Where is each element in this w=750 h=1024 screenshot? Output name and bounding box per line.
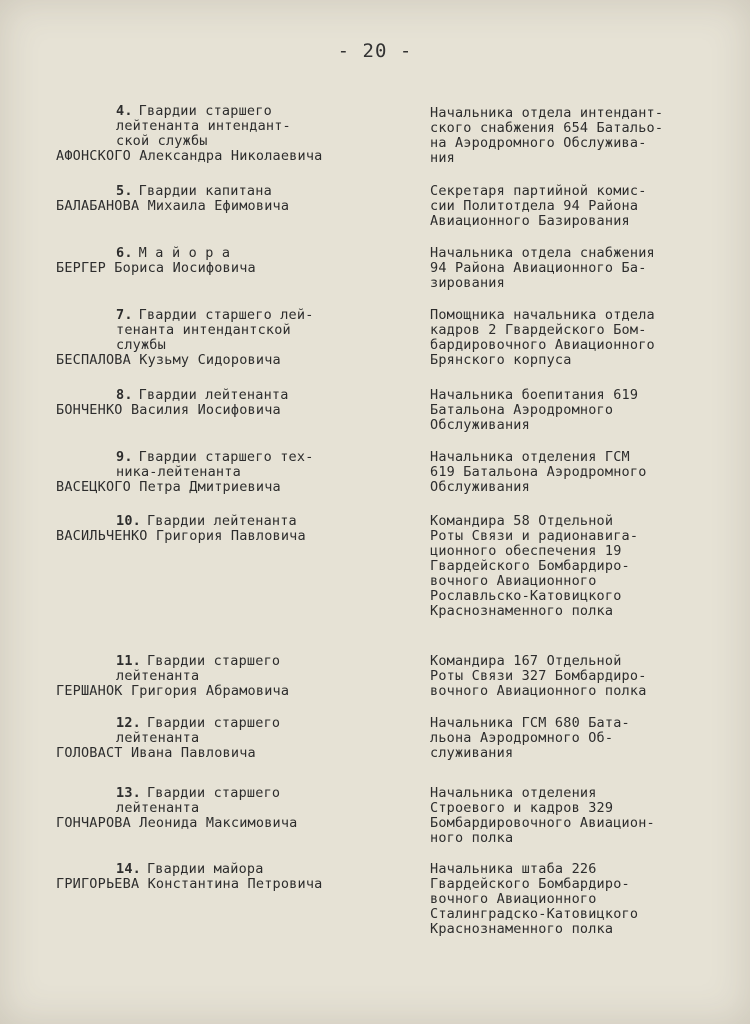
rank-text: Гвардии старшего лейтенанта [116,785,281,816]
rank-block [56,514,416,529]
rank-block [56,388,416,403]
rank-text: Гвардии старшего лейтенанта интендант- ской службы [116,103,291,149]
person-name: АФОНСКОГО Александра Николаевича [56,148,323,164]
award-person [56,786,416,831]
entry-number: 14. [116,861,141,877]
entry-number: 11. [116,653,141,669]
position-text: Начальника отдела интендант- ского снабжения 654 Батальо- на Аэродромного Обслужива- ния [430,105,664,166]
rank-block [56,246,416,261]
entry-number: 6. [116,245,133,261]
award-person [56,388,416,418]
entry-number: 8. [116,387,133,403]
person-name: ВАСЕЦКОГО Петра Дмитриевича [56,479,281,495]
person-name: ВАСИЛЬЧЕНКО Григория Павловича [56,528,306,544]
position-text: Начальника боепитания 619 Батальона Аэродромного Обслуживания [430,387,639,433]
person-name: БЕРГЕР Бориса Иосифовича [56,260,256,276]
entry-number: 12. [116,715,141,731]
person-name: БОНЧЕНКО Василия Иосифовича [56,402,281,418]
person-name: ГРИГОРЬЕВА Константина Петровича [56,876,323,892]
position-text: Помощника начальника отдела кадров 2 Гвардейского Бом- бардировочного Авиационного Брянского корпуса [430,307,655,368]
rank-text: Гвардии капитана [138,183,272,199]
award-person [56,104,416,164]
rank-text: М а й о р а [138,245,231,261]
entry-number: 5. [116,183,133,199]
rank-block [56,104,416,149]
entry-number: 7. [116,307,133,323]
rank-block [56,716,416,746]
award-person [56,654,416,699]
position-text: Начальника отделения ГСМ 619 Батальона Аэродромного Обслуживания [430,449,647,495]
person-name: ГОНЧАРОВА Леонида Максимовича [56,815,298,831]
person-name: ГОЛОВАСТ Ивана Павловича [56,745,256,761]
award-person [56,308,416,368]
entry-number: 4. [116,103,133,119]
award-person [56,246,416,276]
rank-text: Гвардии старшего лей- тенанта интендантской службы [116,307,314,353]
position-text: Командира 167 Отдельной Роты Связи 327 Бомбардиро- вочного Авиационного полка [430,653,647,699]
rank-text: Гвардии лейтенанта [138,387,289,403]
person-name: БЕСПАЛОВА Кузьму Сидоровича [56,352,281,368]
person-name: ГЕРШАНОК Григория Абрамовича [56,683,290,699]
award-person [56,184,416,214]
award-person [56,716,416,761]
rank-text: Гвардии лейтенанта [146,513,297,529]
position-text: Секретаря партийной комис- сии Политотдела 94 Района Авиационного Базирования [430,183,647,229]
position-text: Командира 58 Отдельной Роты Связи и радионавига- ционного обеспечения 19 Гвардейского Бомбардиро- вочного Авиационного Рославльско-Катовицкого Краснознаменного полка [430,513,639,619]
rank-block [56,862,416,877]
position-text: Начальника отделения Строевого и кадров 329 Бомбардировочного Авиацион- ного полка [430,785,655,846]
award-person [56,514,416,544]
rank-text: Гвардии старшего лейтенанта [116,653,281,684]
entry-number: 10. [116,513,141,529]
page-number: - 20 - [337,40,413,62]
position-text: Начальника отдела снабжения 94 Района Авиационного Ба- зирования [430,245,655,291]
rank-text: Гвардии майора [146,861,264,877]
person-name: БАЛАБАНОВА Михаила Ефимовича [56,198,290,214]
rank-text: Гвардии старшего тех- ника-лейтенанта [116,449,314,480]
entry-number: 13. [116,785,141,801]
award-person [56,862,416,892]
position-text: Начальника штаба 226 Гвардейского Бомбардиро- вочного Авиационного Сталинградско-Катовицкого Краснознаменного полка [430,861,639,937]
rank-block [56,308,416,353]
rank-block [56,786,416,816]
rank-block [56,184,416,199]
rank-block [56,654,416,684]
rank-text: Гвардии старшего лейтенанта [116,715,281,746]
rank-block [56,450,416,480]
entry-number: 9. [116,449,133,465]
award-person [56,450,416,495]
position-text: Начальника ГСМ 680 Бата- льона Аэродромного Об- служивания [430,715,630,761]
